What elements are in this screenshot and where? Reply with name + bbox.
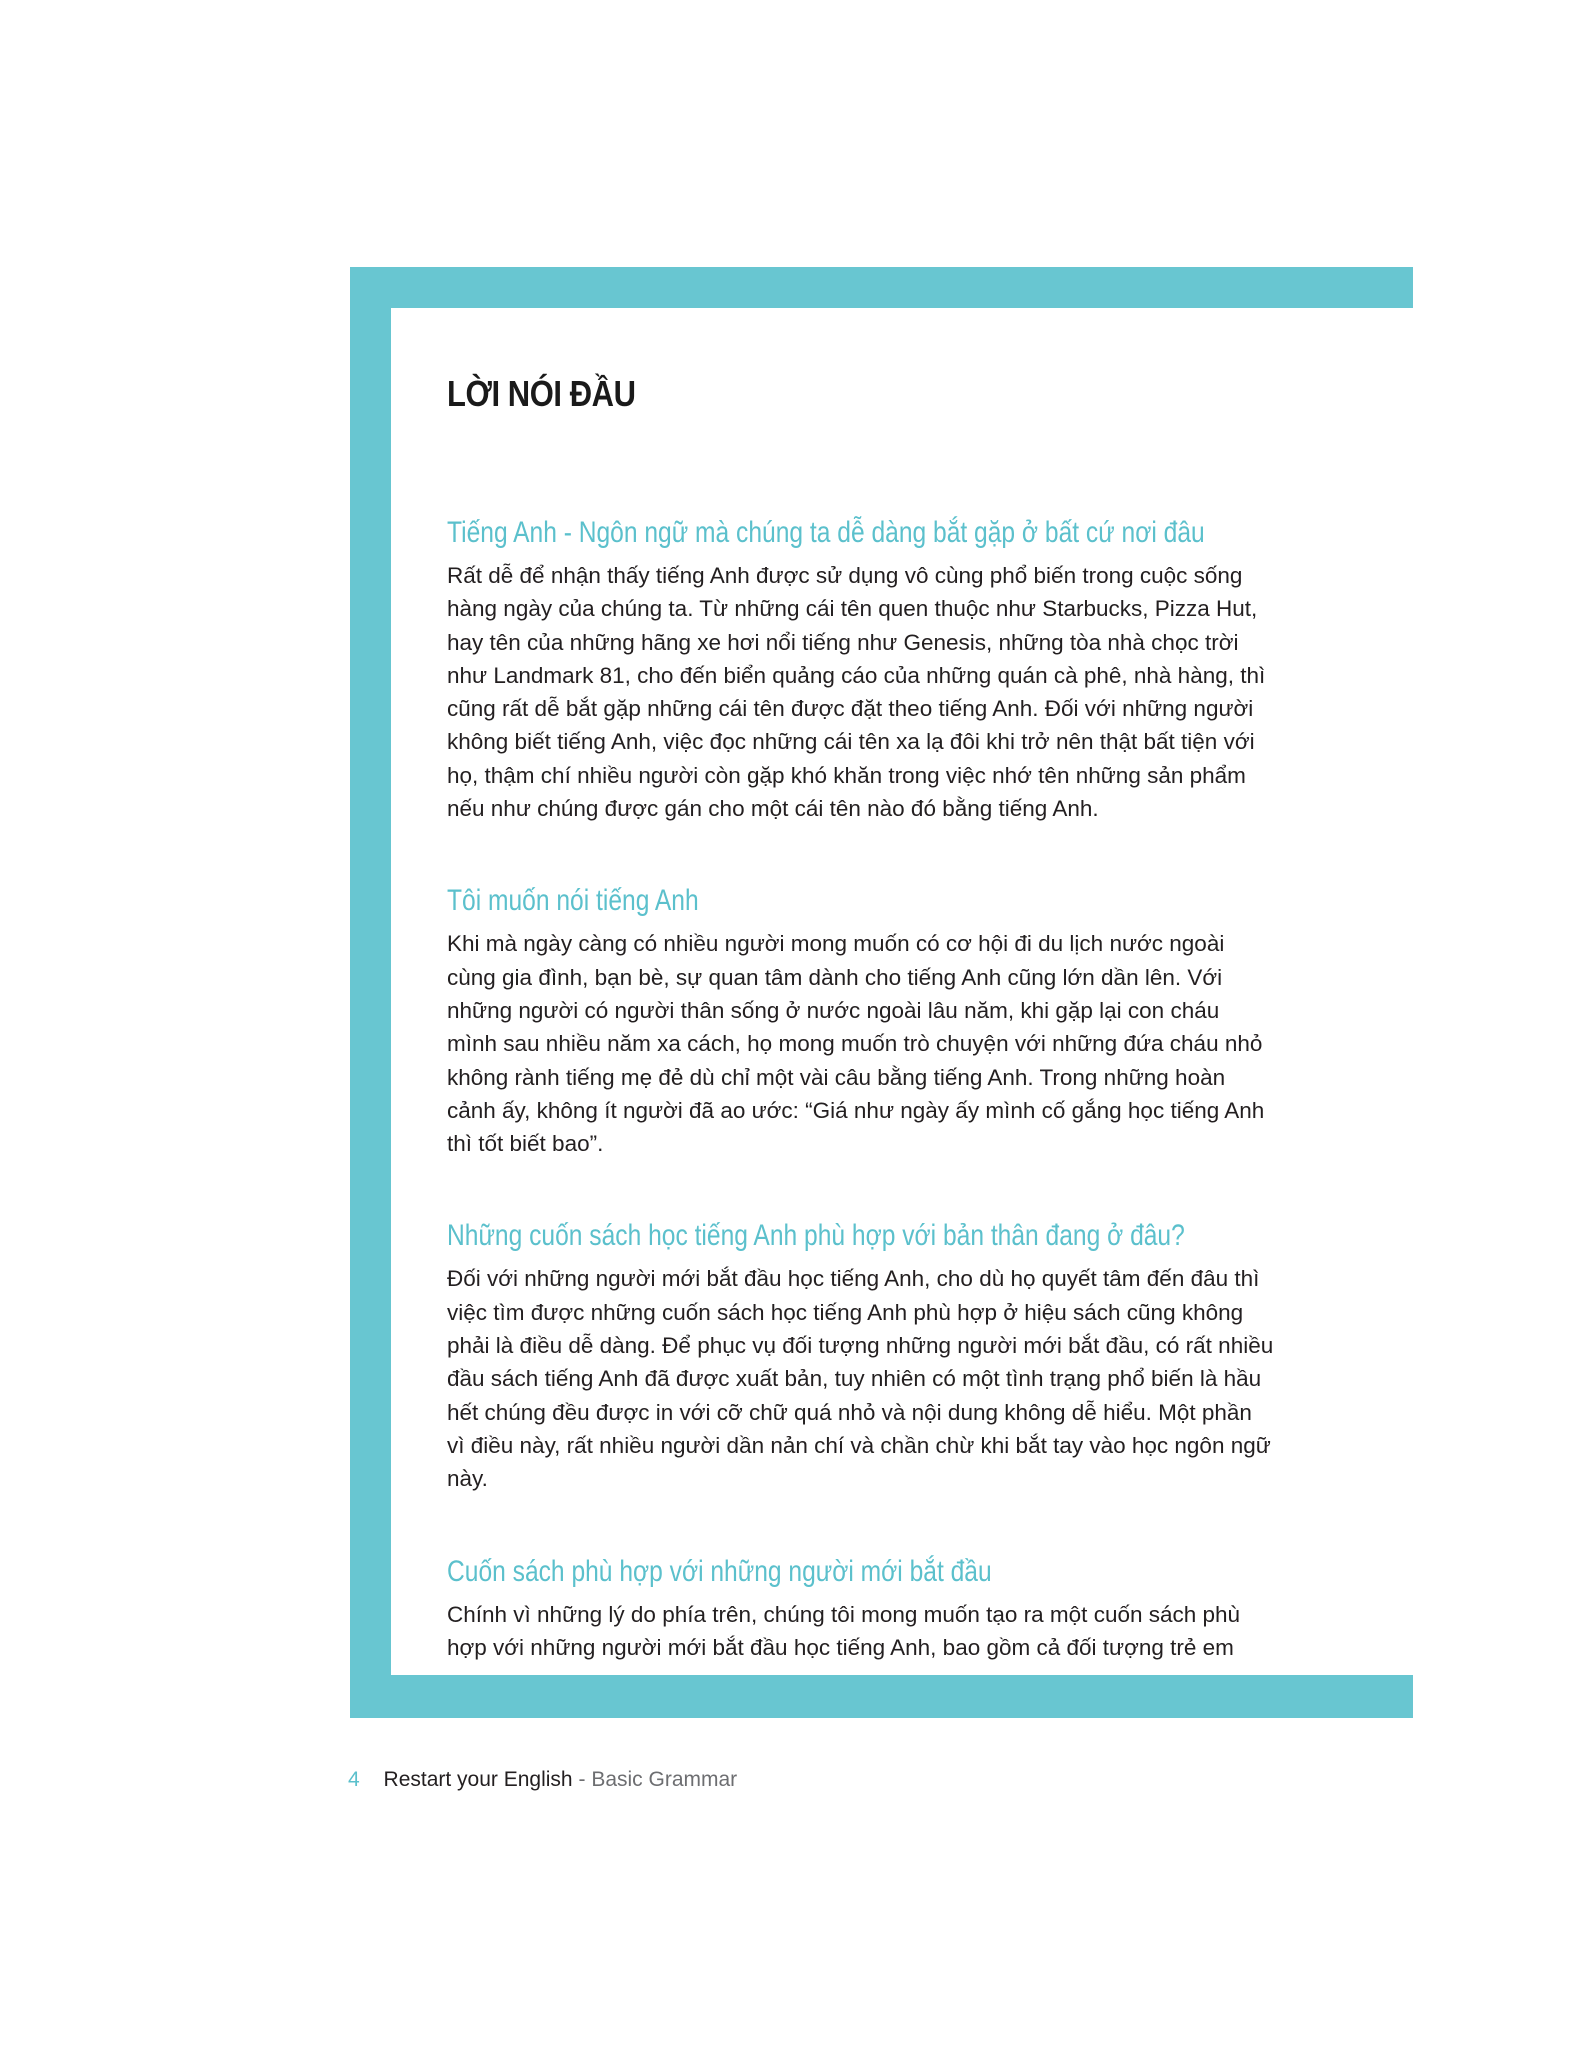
- paragraph-line: vì điều này, rất nhiều người dần nản chí và chần chừ khi bắt tay vào học ngôn ngữ: [447, 1432, 1271, 1458]
- paragraph-line: Khi mà ngày càng có nhiều người mong muốn có cơ hội đi du lịch nước ngoài: [447, 931, 1225, 957]
- paragraph-line: Chính vì những lý do phía trên, chúng tôi mong muốn tạo ra một cuốn sách phù: [447, 1601, 1241, 1627]
- section-heading: Tôi muốn nói tiếng Anh: [447, 884, 699, 918]
- page-footer: [348, 1768, 737, 1792]
- paragraph-line: hay tên của những hãng xe hơi nổi tiếng như Genesis, những tòa nhà chọc trời: [447, 629, 1239, 655]
- paragraph-line: hợp với những người mới bắt đầu học tiếng Anh, bao gồm cả đối tượng trẻ em: [447, 1634, 1234, 1660]
- content-frame: [350, 267, 1413, 1718]
- paragraph-line: như Landmark 81, cho đến biển quảng cáo của những quán cà phê, nhà hàng, thì: [447, 662, 1266, 688]
- paragraph-line: không biết tiếng Anh, việc đọc những cái tên xa lạ đôi khi trở nên thật bất tiện với: [447, 729, 1255, 755]
- paragraph-line: hàng ngày của chúng ta. Từ những cái tên quen thuộc như Starbucks, Pizza Hut,: [447, 596, 1258, 622]
- section-english-everywhere: [447, 515, 1413, 825]
- section-heading: Cuốn sách phù hợp với những người mới bắt đầu: [447, 1554, 992, 1588]
- page-title: LỜI NÓI ĐẦU: [447, 373, 636, 414]
- paragraph-line: thì tốt biết bao”.: [447, 1131, 604, 1157]
- page-number: 4: [348, 1768, 360, 1791]
- paragraph-line: Đối với những người mới bắt đầu học tiếng Anh, cho dù họ quyết tâm đến đâu thì: [447, 1266, 1260, 1292]
- paragraph-line: đầu sách tiếng Anh đã được xuất bản, tuy nhiên có một tình trạng phổ biến là hầu: [447, 1366, 1262, 1392]
- section-heading: Tiếng Anh - Ngôn ngữ mà chúng ta dễ dàng bắt gặp ở bất cứ nơi đâu: [447, 516, 1205, 549]
- paragraph-line: cũng rất dễ bắt gặp những cái tên được đặt theo tiếng Anh. Đối với những người: [447, 696, 1254, 722]
- book-title: Restart your English: [383, 1768, 573, 1791]
- footer-separator: -: [578, 1768, 586, 1791]
- section-paragraph: [447, 1262, 1413, 1495]
- section-want-to-speak: [447, 883, 1413, 1160]
- paragraph-line: cùng gia đình, bạn bè, sự quan tâm dành cho tiếng Anh cũng lớn dần lên. Với: [447, 964, 1223, 990]
- paragraph-line: cảnh ấy, không ít người đã ao ước: “Giá như ngày ấy mình cố gắng học tiếng Anh: [447, 1097, 1265, 1123]
- section-book-for-beginners: [447, 1554, 1413, 1665]
- paragraph-line: Rất dễ để nhận thấy tiếng Anh được sử dụng vô cùng phổ biến trong cuộc sống: [447, 563, 1243, 588]
- content-panel: [391, 308, 1413, 1675]
- section-paragraph: [447, 559, 1413, 825]
- paragraph-line: nếu như chúng được gán cho một cái tên nào đó bằng tiếng Anh.: [447, 796, 1099, 822]
- paragraph-line: họ, thậm chí nhiều người còn gặp khó khăn trong việc nhớ tên những sản phẩm: [447, 762, 1246, 788]
- section-suitable-books: [447, 1218, 1413, 1495]
- paragraph-line: hết chúng đều được in với cỡ chữ quá nhỏ và nội dung không dễ hiểu. Một phần: [447, 1399, 1252, 1425]
- book-subtitle: Basic Grammar: [591, 1768, 738, 1791]
- paragraph-line: không rành tiếng mẹ đẻ dù chỉ một vài câu bằng tiếng Anh. Trong những hoàn: [447, 1064, 1226, 1090]
- section-paragraph: [447, 927, 1413, 1160]
- paragraph-line: phải là điều dễ dàng. Để phục vụ đối tượng những người mới bắt đầu, có rất nhiều: [447, 1333, 1274, 1359]
- paragraph-line: việc tìm được những cuốn sách học tiếng Anh phù hợp ở hiệu sách cũng không: [447, 1299, 1244, 1325]
- paragraph-line: những người có người thân sống ở nước ngoài lâu năm, khi gặp lại con cháu: [447, 997, 1220, 1023]
- paragraph-line: này.: [447, 1466, 488, 1492]
- paragraph-line: mình sau nhiều năm xa cách, họ mong muốn trò chuyện với những đứa cháu nhỏ: [447, 1031, 1263, 1057]
- section-paragraph: [447, 1598, 1413, 1665]
- section-heading: Những cuốn sách học tiếng Anh phù hợp với bản thân đang ở đâu?: [447, 1219, 1185, 1253]
